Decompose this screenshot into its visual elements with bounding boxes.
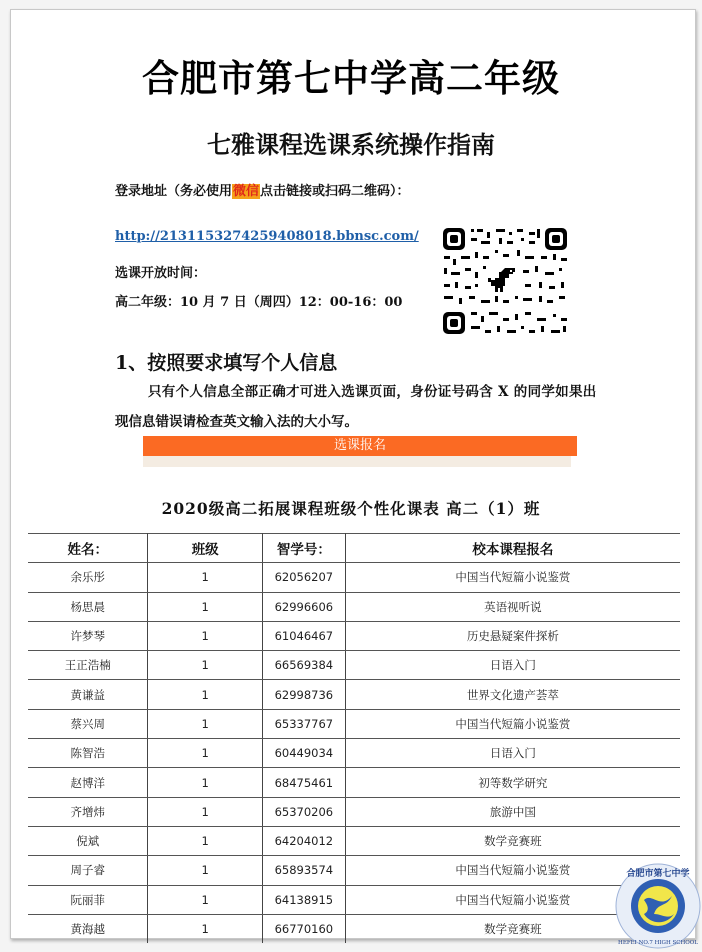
table-row: [28, 885, 680, 914]
emblem-bottom-text: HEFEI NO.7 HIGH SCHOOL: [618, 940, 698, 946]
cell-name: 蔡兴周: [28, 709, 148, 738]
instruction-paragraph-line2: 现信息错误请检查英文输入法的大小写。: [115, 414, 358, 430]
cell-name: 赵博洋: [28, 768, 148, 797]
header-course: 校本课程报名: [345, 534, 680, 563]
cell-name: 齐增炜: [28, 797, 148, 826]
table-row: [28, 651, 680, 680]
table-row: [28, 914, 680, 943]
table-row: [28, 621, 680, 650]
cell-student-id: 61046467: [262, 621, 345, 650]
cell-student-id: 65370206: [262, 797, 345, 826]
header-student-id: 智学号：: [262, 534, 345, 563]
cell-class: 1: [148, 592, 262, 621]
cell-class: 1: [148, 739, 262, 768]
page-title: 合肥市第七中学高二年级: [142, 56, 560, 100]
table-title: 2020级高二拓展课程班级个性化课表 高二（1）班: [161, 499, 541, 518]
cell-student-id: 62056207: [262, 563, 345, 592]
cell-class: 1: [148, 885, 262, 914]
cell-course: 数学竞赛班: [484, 922, 542, 936]
table-row: [28, 797, 680, 826]
header-name: 姓名：: [28, 534, 148, 563]
header-class: 班级: [148, 534, 262, 563]
cell-student-id: 65337767: [262, 709, 345, 738]
cell-name: 杨思晨: [28, 592, 148, 621]
cell-name: 阮丽菲: [28, 885, 148, 914]
cell-student-id: 66770160: [262, 914, 345, 943]
qr-code-icon[interactable]: [441, 226, 569, 336]
cell-name: 周子睿: [28, 856, 148, 885]
login-label-suffix: 点击链接或扫码二维码）：: [260, 184, 410, 199]
login-url-link[interactable]: http://2131153274259408018.bbnsc.com/: [115, 229, 419, 244]
open-time-value: 高二年级：10 月 7 日（周四）12：00-16：00: [115, 295, 403, 310]
table-header-row: [28, 534, 680, 563]
cell-course: 日语入门: [345, 651, 680, 680]
cell-class: 1: [148, 797, 262, 826]
table-row: [28, 768, 680, 797]
table-row: [28, 709, 680, 738]
student-course-table: [28, 533, 680, 943]
wechat-highlight: 微信: [233, 184, 260, 199]
cell-student-id: 68475461: [262, 768, 345, 797]
login-address-label: [115, 180, 410, 199]
cell-name: 许梦琴: [28, 621, 148, 650]
cell-course: 中国当代短篇小说鉴赏: [345, 709, 680, 738]
school-emblem-icon: [614, 862, 702, 950]
cell-class: 1: [148, 563, 262, 592]
cell-class: 1: [148, 651, 262, 680]
cell-name: 陈智浩: [28, 739, 148, 768]
open-time-label: 选课开放时间：: [115, 266, 207, 281]
cell-course: 中国当代短篇小说鉴赏: [345, 885, 680, 914]
table-row: [28, 826, 680, 855]
cell-student-id: 62998736: [262, 680, 345, 709]
instruction-paragraph-line1: 只有个人信息全部正确才可进入选课页面，身份证号码含 X 的同学如果出: [148, 384, 597, 400]
cell-class: 1: [148, 826, 262, 855]
cell-class: 1: [148, 768, 262, 797]
cell-class: 1: [148, 621, 262, 650]
cell-course: 数学竞赛班: [345, 826, 680, 855]
cell-name: 王正浩楠: [28, 651, 148, 680]
cell-course: 中国当代短篇小说鉴赏: [345, 856, 680, 885]
cell-course: 英语视听说: [345, 592, 680, 621]
login-label-prefix: 登录地址（务必使用: [115, 184, 233, 199]
cell-student-id: 66569384: [262, 651, 345, 680]
table-row: [28, 563, 680, 592]
cell-course: 日语入门: [345, 739, 680, 768]
cell-name: 余乐彤: [28, 563, 148, 592]
table-row: [28, 856, 680, 885]
cell-class: 1: [148, 914, 262, 943]
table-row: [28, 592, 680, 621]
cell-class: 1: [148, 856, 262, 885]
cell-student-id: 65893574: [262, 856, 345, 885]
table-row: [28, 680, 680, 709]
cell-course: 历史悬疑案件探析: [345, 621, 680, 650]
cell-name: 黄谦益: [28, 680, 148, 709]
course-registration-button[interactable]: 选课报名: [143, 436, 577, 456]
cell-student-id: 64204012: [262, 826, 345, 855]
cell-course: 世界文化遗产荟萃: [345, 680, 680, 709]
table-row: [28, 739, 680, 768]
cell-class: 1: [148, 709, 262, 738]
cell-class: 1: [148, 680, 262, 709]
cell-student-id: 60449034: [262, 739, 345, 768]
cell-course: 旅游中国: [345, 797, 680, 826]
cell-course: 初等数学研究: [345, 768, 680, 797]
section-heading-personal-info: 1、按照要求填写个人信息: [115, 352, 338, 374]
emblem-top-text: 合肥市第七中学: [626, 869, 690, 879]
cell-course: 中国当代短篇小说鉴赏: [345, 563, 680, 592]
cell-name: 倪斌: [28, 826, 148, 855]
cell-student-id: 62996606: [262, 592, 345, 621]
cell-student-id: 64138915: [262, 885, 345, 914]
registration-form-strip: [143, 456, 571, 467]
cell-name: 黄海越: [28, 914, 148, 943]
page-subtitle: 七雅课程选课系统操作指南: [207, 130, 495, 159]
